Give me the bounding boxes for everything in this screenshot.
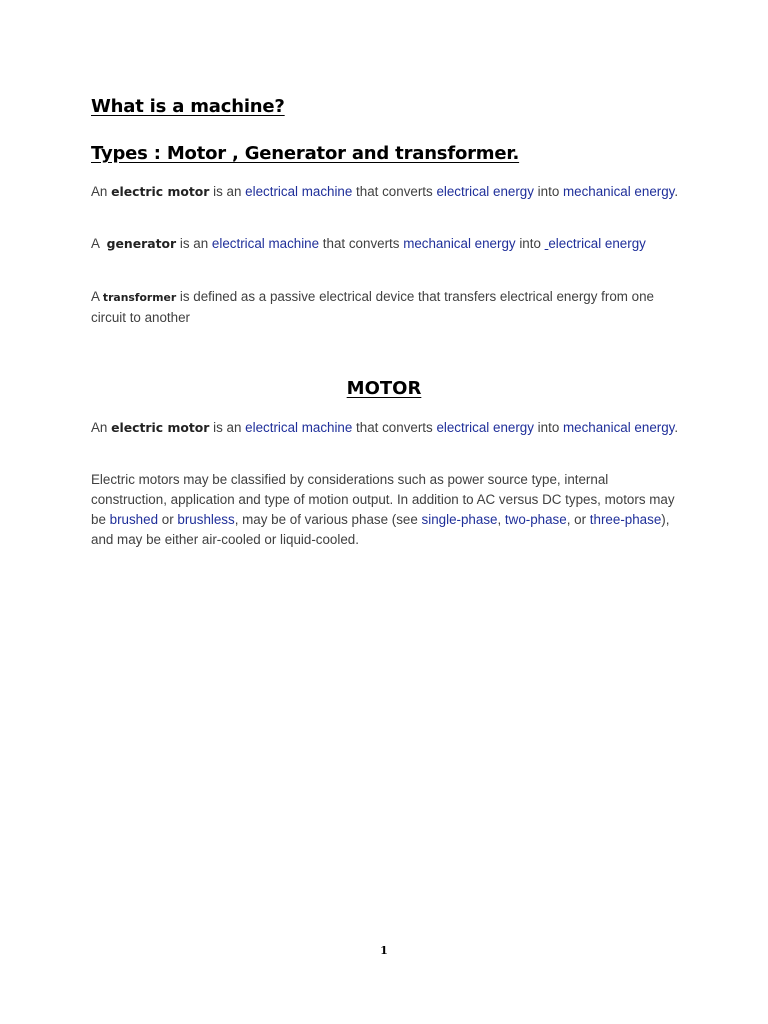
text: , may be of various phase (see [234,512,422,527]
text: is an [209,184,246,199]
link-mechanical-energy[interactable]: mechanical energy [562,184,675,199]
term-electric-motor: electric motor [111,184,210,199]
text: into [533,184,563,199]
text: that converts [352,184,437,199]
text: Electric motors may be classified by considerations such as power source type, internal construction, application and type of motion output. In addition to AC versus DC types, motors may be [91,472,675,527]
text: , or [566,512,590,527]
text: A [91,236,107,251]
page-number: 1 [380,944,388,957]
link-brushless[interactable]: brushless [177,512,235,527]
paragraph-transformer-definition [91,287,681,328]
text: An [91,420,112,435]
term-transformer: transformer [102,291,177,304]
section-title-motor: MOTOR [346,378,422,399]
text: , [497,512,505,527]
link-electrical-machine[interactable]: electrical machine [245,420,353,435]
text: A [91,289,103,304]
link-mechanical-energy[interactable]: mechanical energy [403,236,516,251]
text: is an [209,420,246,435]
link-electrical-energy[interactable]: electrical energy [548,236,646,251]
text: into [515,236,545,251]
text: is defined as a passive electrical device that transfers electrical energy from one circuit to another [91,289,654,325]
link-three-phase[interactable]: three-phase [589,512,662,527]
text: ), and may be either air-cooled or liquid-cooled. [91,512,670,547]
text: is an [176,236,212,251]
link-single-phase[interactable]: single-phase [421,512,498,527]
term-electric-motor: electric motor [111,420,210,435]
term-generator: generator [106,236,177,251]
link-electrical-energy[interactable]: electrical energy [436,420,534,435]
link-mechanical-energy[interactable]: mechanical energy [562,420,675,435]
text: that converts [319,236,404,251]
paragraph-motor-definition [91,182,681,202]
paragraph-generator-definition [91,234,681,254]
paragraph-motor-classification [91,470,681,550]
link-electrical-machine[interactable]: electrical machine [245,184,353,199]
link-electrical-energy[interactable]: electrical energy [436,184,534,199]
link-brushed[interactable]: brushed [109,512,159,527]
link-electrical-machine[interactable]: electrical machine [211,236,320,251]
heading-types: Types : Motor , Generator and transformer. [91,143,520,164]
text: or [158,512,178,527]
text: An [91,184,112,199]
text: into [533,420,563,435]
heading-what-is-machine: What is a machine? [91,96,285,117]
text: . [674,420,679,435]
link-two-phase[interactable]: two-phase [504,512,567,527]
text: . [674,184,679,199]
text: that converts [352,420,437,435]
paragraph-motor-definition-2 [91,418,681,438]
